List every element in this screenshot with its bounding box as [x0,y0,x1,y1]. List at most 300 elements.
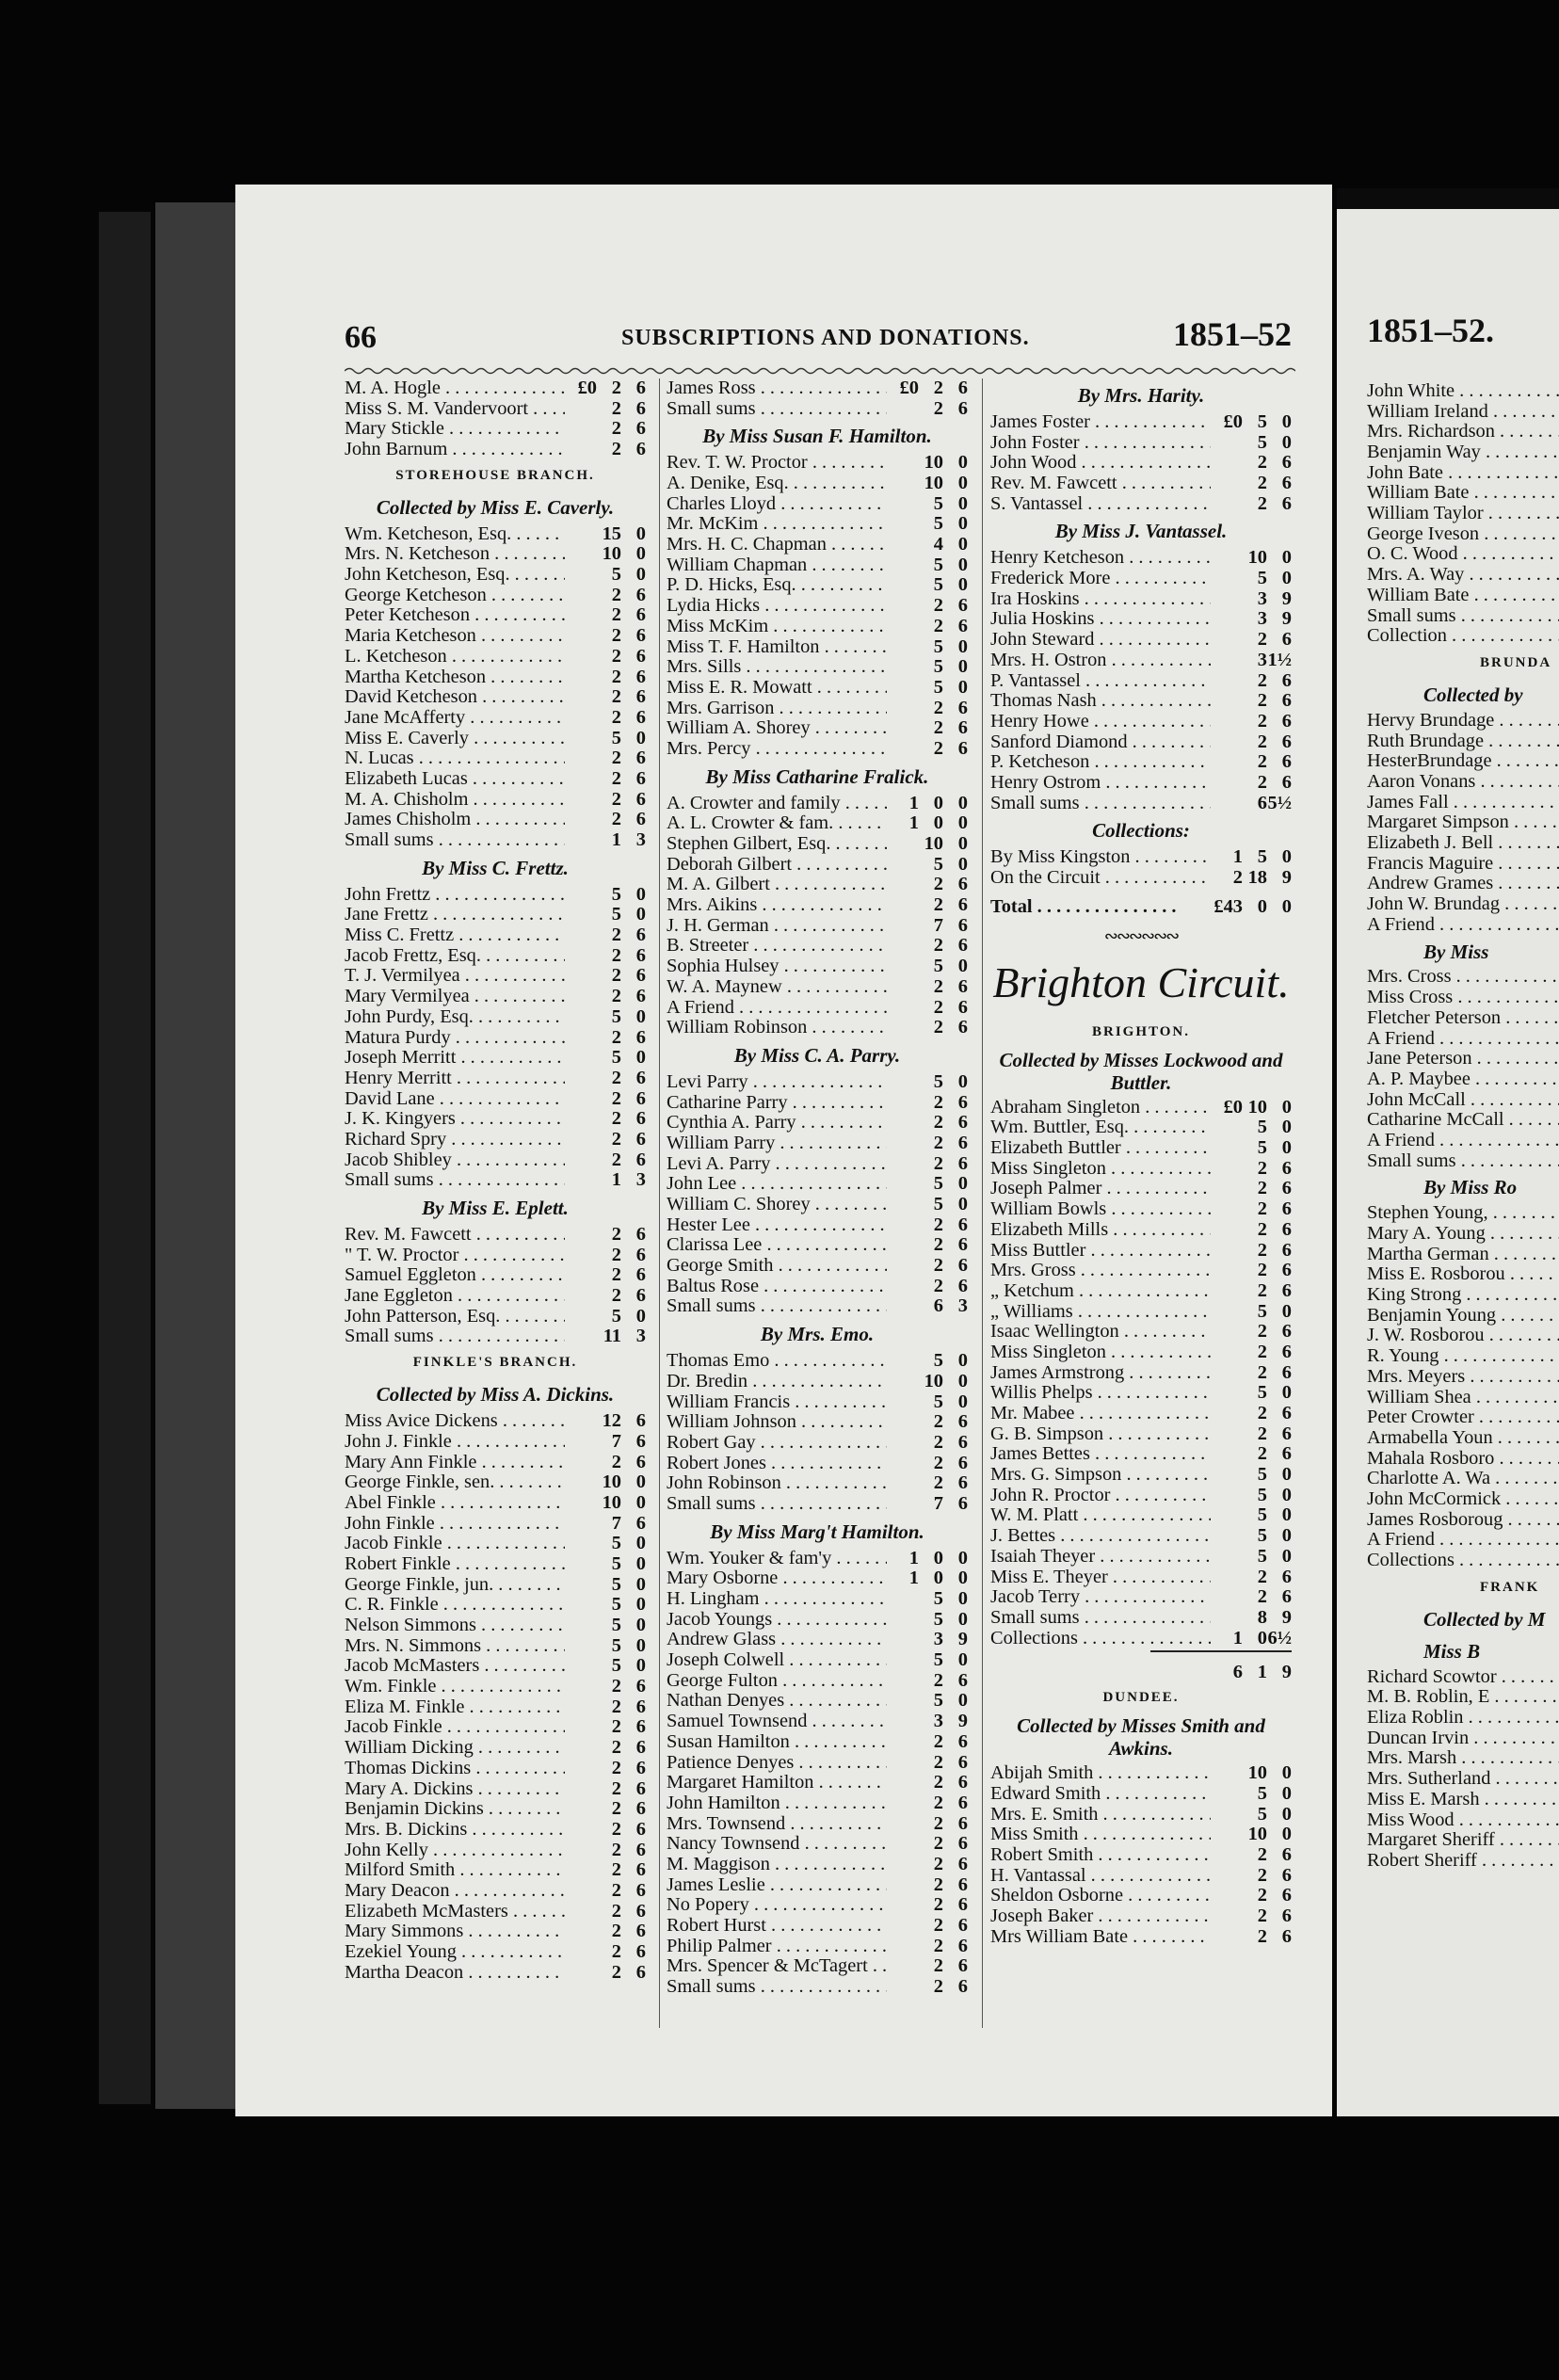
shillings-value: 2 [611,440,621,460]
shillings-value: 5 [611,1048,621,1069]
subscription-row [667,637,968,658]
subscription-row [990,1302,1292,1323]
branch-heading: DUNDEE. [1102,1690,1180,1706]
pence-value: 6 [635,1962,646,1983]
pence-value: 6 [635,1717,646,1738]
subscriber-name: George Finkle, jun. . . . [345,1575,565,1596]
pence-value: 0 [957,555,968,575]
pence-value: 6 [957,1256,968,1277]
page-number: 66 [345,320,377,355]
subscription-row [990,1159,1292,1180]
shillings-value: 5 [611,1635,621,1656]
shillings-value: 2 [611,419,621,440]
pence-value: 6 [957,976,968,997]
shillings-value: 2 [1257,691,1267,712]
shillings-value: 7 [611,1431,621,1452]
shillings-value: 2 [933,1235,943,1256]
collector-heading: By Miss J. Vantassel. [1054,520,1228,543]
subscription-row [345,1799,646,1820]
pence-value: 6 [1281,732,1292,752]
shillings-value: 2 [933,1874,943,1895]
pence-value: 0 [957,636,968,657]
pence-value: 0 [1281,1526,1292,1547]
subscriber-name: Margaret Simpson . . . [1367,812,1559,833]
shillings-value: 5 [611,565,621,586]
subscription-row [345,1246,646,1266]
subscription-row [990,1927,1292,1948]
pounds-value: 1 [1232,1628,1243,1648]
subscriber-name: Wm. Ketcheson, Esq. . . . [345,524,565,545]
subscription-row [667,1568,968,1589]
collector-heading: Miss B [1423,1639,1481,1663]
subscription-row [345,1636,646,1657]
pence-value: 6 [957,398,968,419]
pence-value: 0 [635,1554,646,1574]
subscription-row [667,1712,968,1732]
subscription-row [667,1113,968,1134]
shillings-value: 2 [933,1670,943,1691]
pence-value: 0 [1281,847,1292,868]
subscriber-name: George Fulton . . . [667,1671,887,1692]
subscription-row [667,657,968,678]
shillings-value: 2 [611,966,621,987]
wavy-rule [345,365,1295,377]
subscription-row [667,1018,968,1038]
subscriber-name: Samuel Townsend . . . [667,1712,887,1732]
subscription-row [1367,606,1559,627]
pence-value: 6 [635,769,646,789]
shillings-value: 5 [933,1691,943,1712]
subscription-row [1367,463,1559,484]
subscription-row [1367,586,1559,606]
shillings-value: 18 [1247,868,1267,889]
subscriber-name: Sophia Hulsey . . . [667,957,887,977]
subscription-row [667,1494,968,1515]
subscriber-name: Willis Phelps . . . [990,1383,1211,1404]
subscription-row [345,1697,646,1718]
subscription-row [667,1630,968,1650]
shillings-value: 2 [933,1773,943,1793]
shillings-value: 5 [933,957,943,977]
subscriber-name: Hervy Brundage . . . [1367,711,1559,732]
subscription-row [990,752,1292,773]
shillings-value: 5 [933,657,943,678]
subscriber-name: S. Vantassel . . . [990,494,1211,515]
shillings-value: 0 [933,1548,943,1568]
subscriber-name: Joseph Colwell . . . [667,1650,887,1671]
subscriber-name: Richard Spry . . . [345,1130,565,1150]
collector-heading: By Mrs. Harity. [1077,384,1205,407]
pence-value: 6 [957,1813,968,1834]
subscription-row [990,610,1292,631]
shillings-value: 2 [611,1860,621,1881]
subscriber-name: Elizabeth Buttler . . . [990,1138,1211,1159]
pence-value: 6 [635,1677,646,1697]
pence-value: 0 [1281,1138,1292,1159]
subscriber-name: Small sums . . . [1367,606,1559,627]
pence-value: 0 [1281,1097,1292,1118]
pence-value: 0 [635,1048,646,1069]
subscription-row [667,678,968,699]
subscriber-name: Philip Palmer . . . [667,1937,887,1957]
shillings-value: 2 [611,1881,621,1901]
next-page-year: 1851–52. [1367,312,1494,349]
pence-value: 6 [957,1793,968,1813]
subscription-row [667,1454,968,1474]
subscriber-name: Miss T. F. Hamilton . . . [667,637,887,658]
shillings-value: 0 [933,1568,943,1589]
subscriber-name: James Foster . . . [990,412,1211,433]
shillings-value: 2 [1257,1423,1267,1444]
subscriber-name: Deborah Gilbert . . . [667,855,887,876]
subscription-row [345,967,646,988]
subtotal-value: 6 [1232,1661,1243,1682]
subscription-row [667,1589,968,1610]
subscription-row [345,1902,646,1922]
subscription-row [667,1174,968,1195]
subscription-row [345,565,646,586]
subscriber-name: Robert Hurst . . . [667,1916,887,1937]
shillings-value: 5 [1257,569,1267,589]
subscription-row [345,1534,646,1554]
pence-value: 6 [957,1977,968,1998]
subscriber-name: James Bettes . . . [990,1444,1211,1465]
subscription-row [667,1549,968,1569]
subscriber-name: Peter Ketcheson . . . [345,606,565,627]
subscriber-name: Elizabeth Mills . . . [990,1220,1211,1241]
shillings-value: 10 [1247,548,1267,569]
shillings-value: 0 [933,813,943,834]
subscription-row [990,1587,1292,1608]
running-title: SUBSCRIPTIONS AND DONATIONS. [621,326,1030,350]
pounds-value: £43 [1213,895,1243,917]
subscription-row [990,630,1292,651]
shillings-value: 5 [1257,1804,1267,1825]
collector-heading: By Miss C. Frettz. [422,856,569,879]
pence-value: 6 [957,875,968,895]
subscription-row [345,1820,646,1841]
shillings-value: 2 [1257,630,1267,651]
collector-heading: Collections: [1092,819,1190,843]
subscriber-name: John R. Proctor . . . [990,1486,1211,1506]
shillings-value: 2 [933,936,943,957]
pence-value: 6 [1281,1280,1292,1301]
shillings-value: 2 [611,1778,621,1799]
shillings-value: 10 [1247,1097,1267,1118]
pence-value: 6 [635,1265,646,1286]
shillings-value: 2 [933,1936,943,1956]
subscriber-name: James Fall . . . [1367,793,1559,813]
shillings-value: 2 [611,1717,621,1738]
subscription-row [667,1753,968,1774]
subscription-row [990,691,1292,712]
subscriber-name: John McCormick . . . [1367,1489,1559,1510]
pence-value: 6 [957,378,968,398]
subscriber-name: Robert Finkle . . . [345,1554,565,1575]
subscription-row [1367,711,1559,732]
pence-value: 6 [1281,1158,1292,1179]
subscription-row [345,1109,646,1130]
subscriber-name: Mr. Mabee . . . [990,1404,1211,1424]
pence-value: 6 [957,1276,968,1296]
shillings-value: 2 [611,1109,621,1130]
subscriber-name: Mrs. Gross . . . [990,1261,1211,1281]
pounds-value: 1 [908,1548,919,1568]
pence-value: 6 [1281,1423,1292,1444]
subscriber-name: Benjamin Way . . . [1367,442,1559,463]
subscriber-name: Benjamin Young . . . [1367,1306,1559,1327]
subscription-row [1367,1151,1559,1172]
pence-value: 6 [1281,711,1292,732]
subscription-row [667,596,968,617]
pence-value: 0 [957,1195,968,1215]
collector-heading: By Mrs. Emo. [760,1323,875,1346]
subscriber-name: Isaac Wellington . . . [990,1322,1211,1343]
subscription-row [667,1937,968,1957]
subscription-row [345,769,646,790]
subscription-row [667,895,968,916]
pence-value: 0 [957,1691,968,1712]
subscription-row [990,1886,1292,1906]
shillings-value: 2 [611,646,621,667]
subscriber-name: „ Ketchum . . . [990,1281,1211,1302]
subscription-row [1367,1851,1559,1872]
subscription-row [667,1773,968,1793]
subscriber-name: Small sums . . . [990,794,1211,814]
shillings-value: 2 [933,398,943,419]
subscription-row [345,1759,646,1779]
subscriber-name: John Kelly . . . [345,1841,565,1861]
shillings-value: 2 [933,1153,943,1174]
subscription-row [667,1134,968,1154]
pence-value: 0 [1281,412,1292,432]
pence-value: 6 [957,915,968,936]
subscription-row [345,1432,646,1453]
subscription-row [345,1307,646,1327]
shillings-value: 2 [611,945,621,966]
subscriber-name: Small sums . . . [345,1327,565,1348]
pence-value: 0 [957,535,968,555]
subscription-row [345,1265,646,1286]
subscription-row [990,1199,1292,1220]
subscription-row [667,1814,968,1835]
right-page-partial [1337,188,1559,2118]
shillings-value: 5 [611,1306,621,1327]
subscriber-name: " T. W. Proctor . . . [345,1246,565,1266]
subscription-row [667,1154,968,1175]
subscription-row [667,1875,968,1896]
subscriber-name: Jane Eggleton . . . [345,1286,565,1307]
subscriber-name: Mrs. Aikins . . . [667,895,887,916]
shillings-value: 2 [933,1113,943,1134]
subscriber-name: Mrs. B. Dickins . . . [345,1820,565,1841]
shillings-value: 2 [933,378,943,398]
subscriber-name: A Friend . . . [667,998,887,1019]
shillings-value: 2 [933,1834,943,1855]
shillings-value: 2 [611,1088,621,1109]
subscriber-name: A. P. Maybee . . . [1367,1069,1559,1090]
subscription-row [990,1486,1292,1506]
subscription-row [1367,751,1559,772]
subscription-row [345,1718,646,1739]
subscription-row [667,739,968,760]
subscriber-name: Catharine McCall . . . [1367,1110,1559,1131]
subscriber-name: Mrs. Townsend . . . [667,1814,887,1835]
subscription-row [345,1089,646,1110]
branch-heading: FINKLE'S BRANCH. [412,1355,578,1371]
shillings-value: 2 [611,398,621,419]
subscription-row [1367,1769,1559,1790]
shillings-value: 2 [1257,1199,1267,1220]
shillings-value: 0 [1257,1628,1267,1648]
subscriber-name: Jacob Finkle . . . [345,1718,565,1739]
subscriber-name: Martha Ketcheson . . . [345,667,565,688]
subscription-row [1367,1306,1559,1327]
shillings-value: 10 [602,1492,621,1513]
subscription-row [345,544,646,565]
pence-value: 6 [957,1235,968,1256]
pence-value: 6 [635,966,646,987]
column-2 [667,378,968,1998]
subscriber-name: Abijah Smith . . . [990,1763,1211,1784]
subscription-row [345,925,646,946]
pence-value: 6 [957,1018,968,1038]
total-row [990,889,1292,926]
pence-value: 9 [1281,1607,1292,1628]
subscription-row [990,1444,1292,1465]
subscriber-name: William C. Shorey . . . [667,1195,887,1215]
shillings-value: 2 [933,895,943,916]
shillings-value: 8 [1257,1607,1267,1628]
shillings-value: 2 [1257,1362,1267,1383]
shillings-value: 6 [1257,793,1267,813]
subscription-row [667,1855,968,1875]
subscription-row [345,905,646,925]
pence-value: 6 [957,1956,968,1977]
subtotal-value: 1 [1257,1661,1267,1682]
pence-value: 6 [957,739,968,759]
subscription-row [990,1866,1292,1887]
shillings-value: 2 [933,1092,943,1113]
subscription-row [1367,1049,1559,1069]
subscriber-name: Miss E. Rosborou . . . [1367,1264,1559,1285]
shillings-value: 5 [933,636,943,657]
shillings-value: 5 [1257,1383,1267,1404]
shillings-value: 2 [933,1432,943,1453]
subscription-row [1367,545,1559,566]
subscriber-name: John W. Brundag . . . [1367,894,1559,915]
shillings-value: 15 [602,523,621,544]
subscriber-name: William Johnson . . . [667,1412,887,1433]
subscription-row [345,946,646,967]
subscriber-name: B. Streeter . . . [667,937,887,957]
pence-value: 0 [635,1635,646,1656]
shillings-value: 3 [933,1712,943,1732]
subscription-row [1367,381,1559,402]
subscriber-name: John Finkle . . . [345,1514,565,1535]
subscription-row [667,1834,968,1855]
subscriber-name: William Shea . . . [1367,1388,1559,1408]
pence-value: 6 [635,1513,646,1534]
subscriber-name: A Friend . . . [1367,1530,1559,1551]
subscriber-name: Jane McAfferty . . . [345,708,565,729]
pence-value: 6 [957,997,968,1018]
shillings-value: 2 [611,1962,621,1983]
subscription-row [345,399,646,420]
subscriber-name: David Lane . . . [345,1089,565,1110]
subscription-row [990,433,1292,454]
subscriber-name: Fletcher Peterson . . . [1367,1008,1559,1029]
subscription-row [345,1007,646,1028]
subscription-row [990,1845,1292,1866]
subscription-row [990,1763,1292,1784]
pence-value: 6 [1281,1219,1292,1240]
subscriber-name: Rev. M. Fawcett . . . [990,474,1211,494]
subscriber-name: William Dicking . . . [345,1738,565,1759]
pence-value: 6 [1281,691,1292,712]
subscription-row [345,1922,646,1942]
shillings-value: 5 [933,1589,943,1610]
shillings-value: 2 [1257,1587,1267,1608]
shillings-value: 2 [1257,1567,1267,1587]
subscription-row [990,474,1292,494]
subscriber-name: Matura Purdy . . . [345,1028,565,1049]
shillings-value: 2 [933,875,943,895]
subscription-row [345,419,646,440]
subscriber-name: James Chisholm . . . [345,810,565,830]
subscriber-name: Martha Deacon . . . [345,1963,565,1984]
shillings-value: 2 [611,1068,621,1088]
subscriber-name: Mary Stickle . . . [345,419,565,440]
shillings-value: 5 [933,1609,943,1630]
pounds-value: 1 [908,793,919,813]
subscription-row [345,1150,646,1171]
subscriber-name: A Friend . . . [1367,915,1559,936]
shillings-value: 4 [933,535,943,555]
subscriber-name: John Foster . . . [990,433,1211,454]
subscriber-name: David Ketcheson . . . [345,687,565,708]
subscriber-name: Richard Scowtor . . . [1367,1667,1559,1688]
subscriber-name: Thomas Dickins . . . [345,1759,565,1779]
subscription-row [667,1610,968,1631]
subscriber-name: M. Maggison . . . [667,1855,887,1875]
shillings-value: 1 [611,830,621,851]
subscription-row [667,718,968,739]
subscriber-name: Robert Smith . . . [990,1845,1211,1866]
subscription-row [345,1170,646,1191]
subscriber-name: Mrs. N. Ketcheson . . . [345,544,565,565]
subscription-row [990,1383,1292,1404]
pence-value: 0 [1281,1383,1292,1404]
subscriber-name: A. L. Crowter & fam. . . . [667,813,887,834]
subscriber-name: Total . . . [990,897,1211,918]
pence-value: 0 [635,1306,646,1327]
subscription-row [345,1860,646,1881]
collector-heading: By Miss Catharine Fralick. [705,764,929,788]
subscription-row [1367,1708,1559,1729]
subscription-row [990,1608,1292,1629]
pence-value: 6 [957,1092,968,1113]
subscription-row [1367,1224,1559,1245]
pence-value: 0 [1281,569,1292,589]
shillings-value: 2 [1257,1865,1267,1886]
subscription-row [345,378,646,399]
pence-value: 6 [1281,1343,1292,1362]
pence-value: 6 [635,945,646,966]
subscription-row [667,1956,968,1977]
subscription-row [1367,1285,1559,1306]
collector-heading: By Miss C. A. Parry. [733,1043,901,1067]
